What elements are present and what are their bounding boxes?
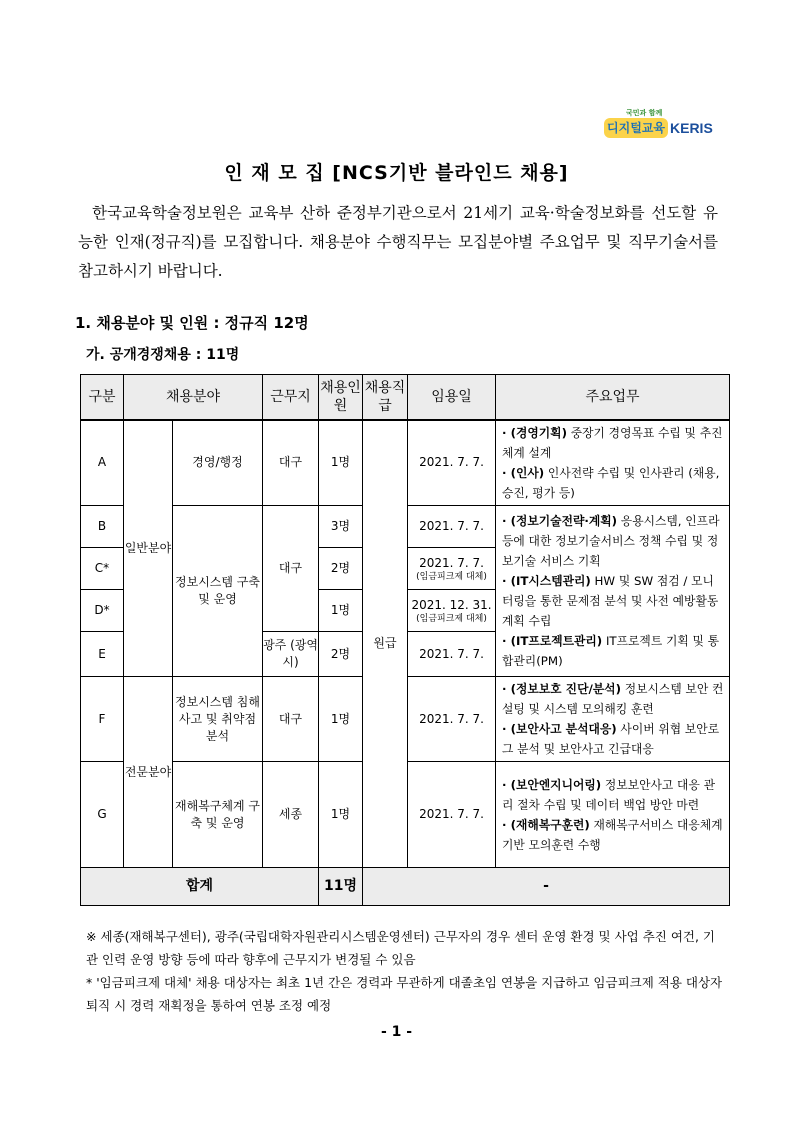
row-count: 2명 [319, 632, 363, 677]
duty-item-text: HW 및 SW 점검 / 모니터링을 통한 문제점 분석 및 사전 예방활동 계획 수립 [502, 574, 719, 628]
row-place: 광주 (광역시) [263, 632, 319, 677]
header-field: 채용분야 [124, 375, 263, 420]
header-place: 근무지 [263, 375, 319, 420]
header-date: 임용일 [408, 375, 496, 420]
row-date: 2021. 7. 7. [408, 506, 496, 548]
row-code: D* [81, 590, 124, 632]
header-count: 채용인원 [319, 375, 363, 420]
duty-item-title: · (재해복구훈련) [502, 817, 590, 832]
row-date: 2021. 7. 7. [408, 420, 496, 506]
duty-item-title: · (인사) [502, 465, 545, 480]
row-field: 정보시스템 침해사고 및 취약점 분석 [173, 677, 263, 762]
intro-paragraph: 한국교육학술정보원은 교육부 산하 준정부기관으로서 21세기 교육·학술정보화를 선도할 유능한 인재(정규직)를 모집합니다. 채용분야 수행직무는 모집분야별 주요업무 및 직무기술서를 참고하시기 바랍니다. [78, 204, 718, 280]
category-general: 일반분야 [124, 420, 173, 677]
duty-item-text: 중장기 경영목표 수립 및 추진체계 설계 [502, 425, 723, 460]
row-place: 대구 [263, 677, 319, 762]
duty-item-text: IT프로젝트 기획 및 통합관리(PM) [502, 634, 720, 668]
section-heading-1: 1. 채용분야 및 인원 : 정규직 12명 [75, 314, 309, 332]
duty-item-title: · (IT시스템관리) [502, 574, 591, 588]
total-row [81, 868, 730, 906]
table-row [81, 420, 730, 506]
row-place: 대구 [263, 420, 319, 506]
row-count: 1명 [319, 677, 363, 762]
row-code: B [81, 506, 124, 548]
row-code: F [81, 677, 124, 762]
duty-item-title: · (정보기술전략·계획) [502, 514, 618, 528]
duty-cell-g [496, 762, 730, 868]
page-number: - 1 - [380, 1024, 413, 1040]
row-code: C* [81, 548, 124, 590]
row-date: 2021. 7. 7. [419, 555, 484, 570]
duty-cell-f [496, 677, 730, 762]
row-count: 1명 [319, 590, 363, 632]
row-date-cell [408, 548, 496, 590]
row-count: 3명 [319, 506, 363, 548]
recruitment-table [80, 374, 730, 906]
row-field: 경영/행정 [173, 420, 263, 506]
notes [86, 925, 726, 1017]
section-heading-1a: 가. 공개경쟁채용 : 11명 [86, 347, 240, 363]
duty-item-text: 재해복구서비스 대응체계 기반 모의훈련 수행 [502, 817, 723, 852]
duty-cell-bcde [496, 506, 730, 677]
duty-item-text: 응용시스템, 인프라 등에 대한 정보기술서비스 정책 수립 및 정보기술 서비스 기획 [502, 514, 720, 568]
row-date: 2021. 12. 31. [411, 597, 492, 612]
logo-brand: KERIS [670, 120, 713, 136]
header-gu: 구분 [81, 375, 124, 420]
keris-logo [604, 108, 716, 144]
table-header-row [81, 375, 730, 420]
row-code: E [81, 632, 124, 677]
total-duty: - [363, 868, 730, 906]
row-date: 2021. 7. 7. [408, 677, 496, 762]
duty-item-title: · (IT프로젝트관리) [502, 634, 603, 648]
row-code: G [81, 762, 124, 868]
duty-item-text: 정보시스템 보안 컨설팅 및 시스템 모의해킹 훈련 [502, 682, 724, 716]
row-date-note: (임금피크제 대체) [416, 571, 487, 582]
row-date: 2021. 7. 7. [408, 762, 496, 868]
duty-item-title: · (보안사고 분석대응) [502, 722, 617, 736]
grade-cell: 원급 [363, 420, 408, 868]
note-workplace: ※ 세종(재해복구센터), 광주(국립대학자원관리시스템운영센터) 근무자의 경우 센터 운영 환경 및 사업 추진 여건, 기관 인력 운영 방향 등에 따라 향후에 근무지가 변경될 수 있음 [86, 929, 715, 967]
row-count: 2명 [319, 548, 363, 590]
row-place: 대구 [263, 506, 319, 632]
duty-item-text: 인사전략 수립 및 인사관리 (채용, 승진, 평가 등) [502, 465, 720, 500]
row-count: 1명 [319, 762, 363, 868]
row-field: 정보시스템 구축 및 운영 [173, 506, 263, 677]
page-title: 인 재 모 집 [NCS기반 블라인드 채용] [224, 162, 569, 184]
header-duty: 주요업무 [496, 375, 730, 420]
row-count: 1명 [319, 420, 363, 506]
duty-item-title: · (경영기획) [502, 425, 567, 440]
duty-item-title: · (보안엔지니어링) [502, 777, 602, 792]
duty-item-title: · (정보보호 진단/분석) [502, 682, 621, 696]
duty-item-text: 정보보안사고 대응 관리 절차 수립 및 데이터 백업 방안 마련 [502, 777, 715, 812]
total-count: 11명 [319, 868, 363, 906]
row-code: A [81, 420, 124, 506]
logo-slogan: 국민과 함께 [626, 109, 663, 117]
duty-item-text: 사이버 위협 보안로그 분석 및 보안사고 긴급대응 [502, 722, 720, 756]
duty-cell-a [496, 420, 730, 506]
row-date-note: (임금피크제 대체) [416, 613, 487, 624]
row-field: 재해복구체계 구축 및 운영 [173, 762, 263, 868]
category-expert: 전문분야 [124, 677, 173, 868]
note-wage-peak: * '임금피크제 대체' 채용 대상자는 최초 1년 간은 경력과 무관하게 대졸초임 연봉을 지급하고 임금피크제 적용 대상자 퇴직 시 경력 재획정을 통하여 연봉 조정 예정 [86, 975, 723, 1013]
row-date: 2021. 7. 7. [408, 632, 496, 677]
logo-wordmark: 디지털교육 [604, 118, 668, 138]
row-place: 세종 [263, 762, 319, 868]
row-date-cell [408, 590, 496, 632]
header-grade: 채용직급 [363, 375, 408, 420]
total-label: 합계 [81, 868, 319, 906]
